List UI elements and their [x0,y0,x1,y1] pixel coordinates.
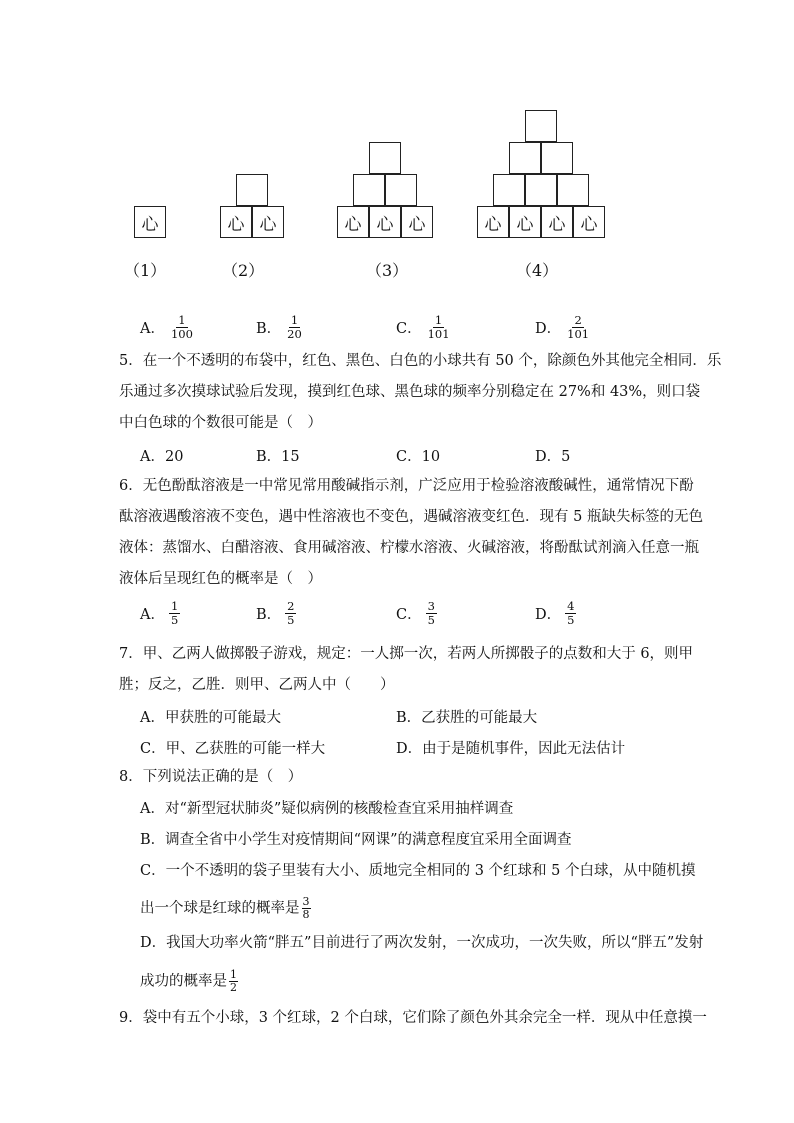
q8-d-text: 成功的概率是 [140,973,227,990]
q6-stem-line: 液体：蒸馏水、白醋溶液、食用碱溶液、柠檬水溶液、火碱溶液，将酚酞试剂滴入任意一瓶 [119,540,699,556]
q4-option-d [535,314,591,341]
option-letter: B． [256,321,282,337]
q8-option-a: A．对“新型冠状肺炎”疑似病例的核酸检查宜采用抽样调查 [140,801,514,817]
numerator: 2 [287,599,295,613]
q5-stem-line: 中白色球的个数很可能是（ ） [119,415,322,431]
fraction [169,600,180,627]
q5-option-a: A．20 [140,449,184,465]
option-letter: B． [256,607,282,623]
q8-option-c-line2 [140,896,311,921]
figure4-cell: 心 [477,206,509,238]
q8-c-text: 出一个球是红球的概率是 [140,900,300,917]
q5-stem-line: 乐通过多次摸球试验后发现，摸到红色球、黑色球的频率分别稳定在 27%和 43%，则口袋 [119,384,701,400]
figure2-cell: 心 [220,206,252,238]
q6-stem-line: 液体后呈现红色的概率是（ ） [119,571,322,587]
q7-option-c: C．甲、乙获胜的可能一样大 [140,741,326,757]
figure-label: （3） [366,261,409,280]
figure4-cell [541,142,573,174]
q5-stem-line: 5．在一个不透明的布袋中，红色、黑色、白色的小球共有 50 个，除颜色外其他完全相同．乐 [119,353,722,369]
denominator: 101 [427,327,450,341]
denominator: 8 [302,908,310,921]
numerator: 3 [427,599,435,613]
numerator: 1 [434,313,443,327]
q7-option-a: A．甲获胜的可能最大 [140,710,281,726]
q6-option-b [256,600,296,627]
q8-option-c-line1: C．一个不透明的袋子里装有大小、质地完全相同的 3 个红球和 5 个白球，从中随机摸 [140,863,696,879]
fraction [285,600,296,627]
denominator: 101 [567,327,590,341]
q7-stem-line: 胜；反之，乙胜．则甲、乙两人中（ ） [119,677,395,693]
numerator: 1 [290,313,299,327]
figure4-cell [525,174,557,206]
numerator: 1 [170,599,179,613]
numerator: 3 [302,895,310,908]
numerator: 1 [178,313,186,327]
figure-label: （1） [124,261,167,280]
q9-stem-line: 9．袋中有五个小球，3 个红球，2 个白球，它们除了颜色外其余完全一样．现从中任意摸一 [119,1010,707,1026]
q7-option-d: D．由于是随机事件，因此无法估计 [396,741,626,757]
figure4-cell: 心 [541,206,573,238]
figure3-cell [353,174,385,206]
figure4-cell [525,110,557,142]
fraction [169,314,195,341]
figure1-cell: 心 [134,206,166,238]
denominator: 100 [170,327,193,341]
figure3-cell [369,142,401,174]
option-letter: C． [396,321,422,337]
numerator: 4 [567,599,575,613]
denominator: 2 [230,981,237,994]
figure4-cell [509,142,541,174]
numerator: 2 [574,313,582,327]
q8-option-d-line2 [140,969,238,994]
q4-option-c [396,314,452,341]
figure4-cell [493,174,525,206]
figure2-cell [236,174,268,206]
denominator: 5 [427,613,435,627]
figure2-cell: 心 [252,206,284,238]
q7-stem-line: 7．甲、乙两人做掷骰子游戏，规定：一人掷一次，若两人所掷骰子的点数和大于 6，则甲 [119,646,694,662]
q6-stem-line: 6．无色酚酞溶液是一中常见常用酸碱指示剂，广泛应用于检验溶液酸碱性，通常情况下酚 [119,478,694,494]
q4-option-b [256,314,304,341]
denominator: 20 [287,327,302,341]
q6-option-d [535,600,576,627]
fraction [426,600,437,627]
numerator: 1 [230,968,237,981]
figure3-cell: 心 [369,206,401,238]
q8-option-b: B．调查全省中小学生对疫情期间“网课”的满意程度宜采用全面调查 [140,832,572,848]
option-letter: A． [140,321,165,337]
figure3-cell: 心 [337,206,369,238]
q6-option-c [396,600,437,627]
q5-option-d: D．5 [535,449,571,465]
q6-option-a [140,600,180,627]
q8-option-d-line1: D．我国大功率火箭“胖五”目前进行了两次发射，一次成功，一次失败，所以“胖五”发射 [140,935,704,951]
figure3-cell [385,174,417,206]
fraction [285,314,304,341]
q5-option-c: C．10 [396,449,441,465]
option-letter: C． [396,607,422,623]
denominator: 5 [170,613,179,627]
figure4-cell: 心 [573,206,605,238]
option-letter: D． [535,607,562,623]
fraction [565,600,576,627]
q6-stem-line: 酞溶液遇酸溶液不变色，遇中性溶液也不变色，遇碱溶液变红色．现有 5 瓶缺失标签的无色 [119,509,703,525]
q5-option-b: B．15 [256,449,300,465]
option-letter: A． [140,607,165,623]
figure4-cell: 心 [509,206,541,238]
q4-option-a [140,314,195,341]
figure-label: （2） [222,261,265,280]
q8-stem: 8．下列说法正确的是（ ） [119,769,303,785]
figure-label: （4） [516,261,559,280]
denominator: 5 [287,613,295,627]
fraction [426,314,452,341]
figure3-cell: 心 [401,206,433,238]
q7-option-b: B．乙获胜的可能最大 [396,710,538,726]
fraction [229,969,238,994]
fraction [302,896,311,921]
fraction [565,314,591,341]
denominator: 5 [567,613,575,627]
option-letter: D． [535,321,562,337]
figure4-cell [557,174,589,206]
